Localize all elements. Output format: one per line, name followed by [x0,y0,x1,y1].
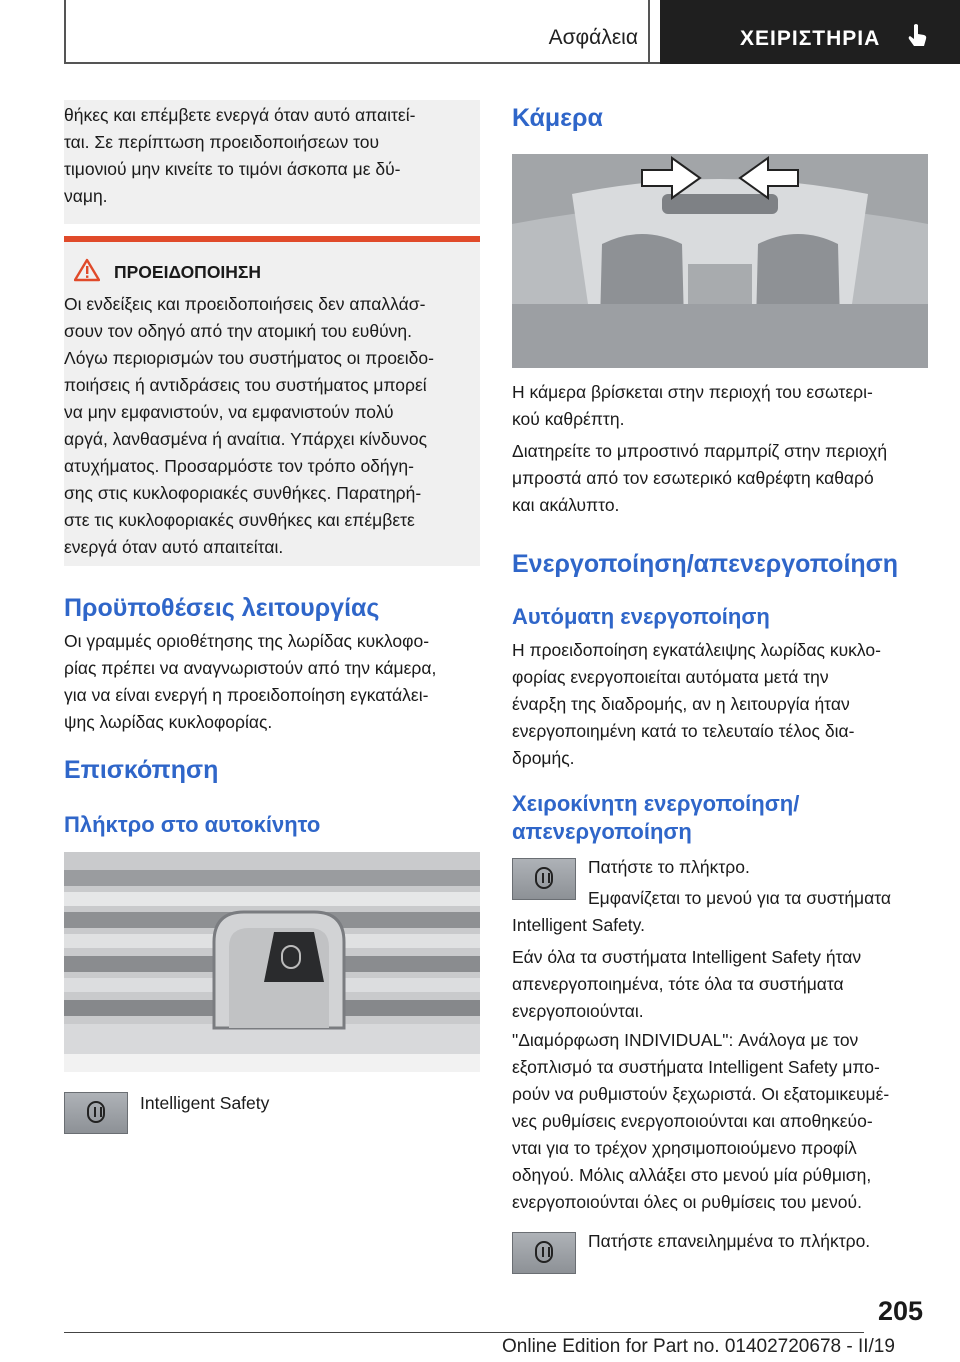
text-line: Εάν όλα τα συστήματα Intelligent Safety ήταν [512,947,862,967]
header-divider-mid [648,0,650,64]
continued-note-text [64,102,480,210]
text-line: ενεργά όταν αυτό απαιτείται. [64,537,284,557]
text-line: τιμονιού μην κινείτε το τιμόνι άσκοπα με δύ- [64,159,401,179]
text-line: εξοπλισμό τα συστήματα Intelligent Safety μπο- [512,1057,880,1077]
camera-location-image [512,154,928,368]
text-line: οδηγού. Μόλις αλλάξει στο μενού μία ρύθμιση, [512,1165,872,1185]
text-line: νες ρυθμίσεις ενεργοποιούνται και αποθηκεύο- [512,1111,873,1131]
text-line: απενεργοποιημένα, τότε όλα τα συστήματα [512,974,844,994]
chapter-tab-label: ΧΕΙΡΙΣΤΗΡΙΑ [740,27,881,50]
hand-pointer-icon [904,22,932,50]
camera-clean-text [512,438,928,519]
text-line: αργά, λανθασμένα ή αναίτια. Υπάρχει κίνδυνος [64,429,427,449]
text-line: "Διαμόρφωση INDIVIDUAL": Ανάλογα με τον [512,1030,859,1050]
text-line: Οι γραμμές οριοθέτησης της λωρίδας κυκλοφο- [64,631,430,651]
text-line: ενεργοποιημένη κατά το τελευταίο τέλος δια- [512,721,855,741]
camera-location-text [512,379,928,433]
step1-result-line1: Εμφανίζεται το μενού για τα συστήματα [588,888,892,908]
intelligent-safety-button-icon [64,1092,128,1134]
camera-heading: Κάμερα [512,104,603,132]
text-line: Διατηρείτε το μπροστινό παρμπρίζ στην περιοχή [512,441,888,461]
step1-text: Πατήστε το πλήκτρο. [588,857,750,877]
text-line: στε τις κυκλοφοριακές συνθήκες και επέμβετε [64,510,415,530]
footer-divider [64,1332,864,1333]
overview-heading: Επισκόπηση [64,756,219,784]
auto-activation-heading: Αυτόματη ενεργοποίηση [512,604,770,629]
manual-activation-heading-line2: απενεργοποίηση [512,819,692,844]
text-line: ναμη. [64,186,108,206]
step1-button-icon [512,858,576,900]
text-line: ατυχήματος. Προσαρμόστε τον τρόπο οδήγη- [64,456,414,476]
text-line: ενεργοποιούνται όλες οι ρυθμίσεις του μενού. [512,1192,862,1212]
text-line: ποιήσεις ή αντιδράσεις του συστήματος μπορεί [64,375,427,395]
text-line: ται. Σε περίπτωση προειδοποιήσεων του [64,132,380,152]
grille-button-image [64,852,480,1072]
individual-config-text [512,1027,928,1216]
text-line: Η κάμερα βρίσκεται στην περιοχή του εσωτερι- [512,382,873,402]
activation-heading: Ενεργοποίηση/απενεργοποίηση [512,550,899,578]
chapter-tab[interactable] [660,0,960,64]
text-line: ρούν να ρυθμιστούν ξεχωριστά. Οι εξατομικευμέ- [512,1084,890,1104]
text-line: Οι ενδείξεις και προειδοποιήσεις δεν απαλλάσ- [64,294,426,314]
car-interior-illustration [512,154,928,368]
text-line: ψης λωρίδας κυκλοφορίας. [64,712,273,732]
step2-button-icon [512,1232,576,1274]
warning-triangle-icon [74,258,100,282]
text-line: σης στις κυκλοφοριακές συνθήκες. Παρατηρή- [64,483,422,503]
header-underline [64,62,660,64]
all-systems-text [512,944,928,1025]
text-line: Λόγω περιορισμών του συστήματος οι προειδο- [64,348,434,368]
header-divider-left [64,0,66,64]
text-line: δρομής. [512,748,575,768]
text-line: θήκες και επέμβετε ενεργά όταν αυτό απαιτεί- [64,105,416,125]
text-line: και ακάλυπτο. [512,495,620,515]
text-line: έναρξη της διαδρομής, αν η λειτουργία ήταν [512,694,850,714]
text-line: κού καθρέπτη. [512,409,625,429]
text-line: ρίας πρέπει να αναγνωριστούν από την κάμερα, [64,658,437,678]
text-line: Η προειδοποίηση εγκατάλειψης λωρίδας κυκλο- [512,640,881,660]
text-line: μπροστά από τον εσωτερικό καθρέφτη καθαρό [512,468,874,488]
edition-note: Online Edition for Part no. 01402720678 - II/19 [502,1336,895,1357]
intelligent-safety-label: Intelligent Safety [140,1093,270,1113]
text-line: φορίας ενεργοποιείται αυτόματα μετά την [512,667,829,687]
button-in-car-heading: Πλήκτρο στο αυτοκίνητο [64,812,321,837]
prereq-text [64,628,480,736]
text-line: ενεργοποιούνται. [512,1001,644,1021]
prereq-heading: Προϋποθέσεις λειτουργίας [64,594,380,622]
auto-activation-text [512,637,928,772]
grille-illustration [64,852,480,1072]
warning-title: ΠΡΟΕΙΔΟΠΟΙΗΣΗ [114,262,262,282]
section-title: Ασφάλεια [548,26,638,49]
step1-result-line2: Intelligent Safety. [512,915,645,935]
step2-text: Πατήστε επανειλημμένα το πλήκτρο. [588,1231,871,1251]
text-line: για να είναι ενεργή η προειδοποίηση εγκατάλει- [64,685,429,705]
text-line: νται για το τρέχον χρησιμοποιούμενο προφίλ [512,1138,857,1158]
manual-activation-heading-line1: Χειροκίνητη ενεργοποίηση/ [512,791,800,816]
text-line: σουν τον οδηγό από την ατομική του ευθύνη. [64,321,413,341]
text-line: να μην εμφανιστούν, να εμφανιστούν πολύ [64,402,394,422]
warning-text [64,291,480,561]
page-number: 205 [878,1296,924,1326]
